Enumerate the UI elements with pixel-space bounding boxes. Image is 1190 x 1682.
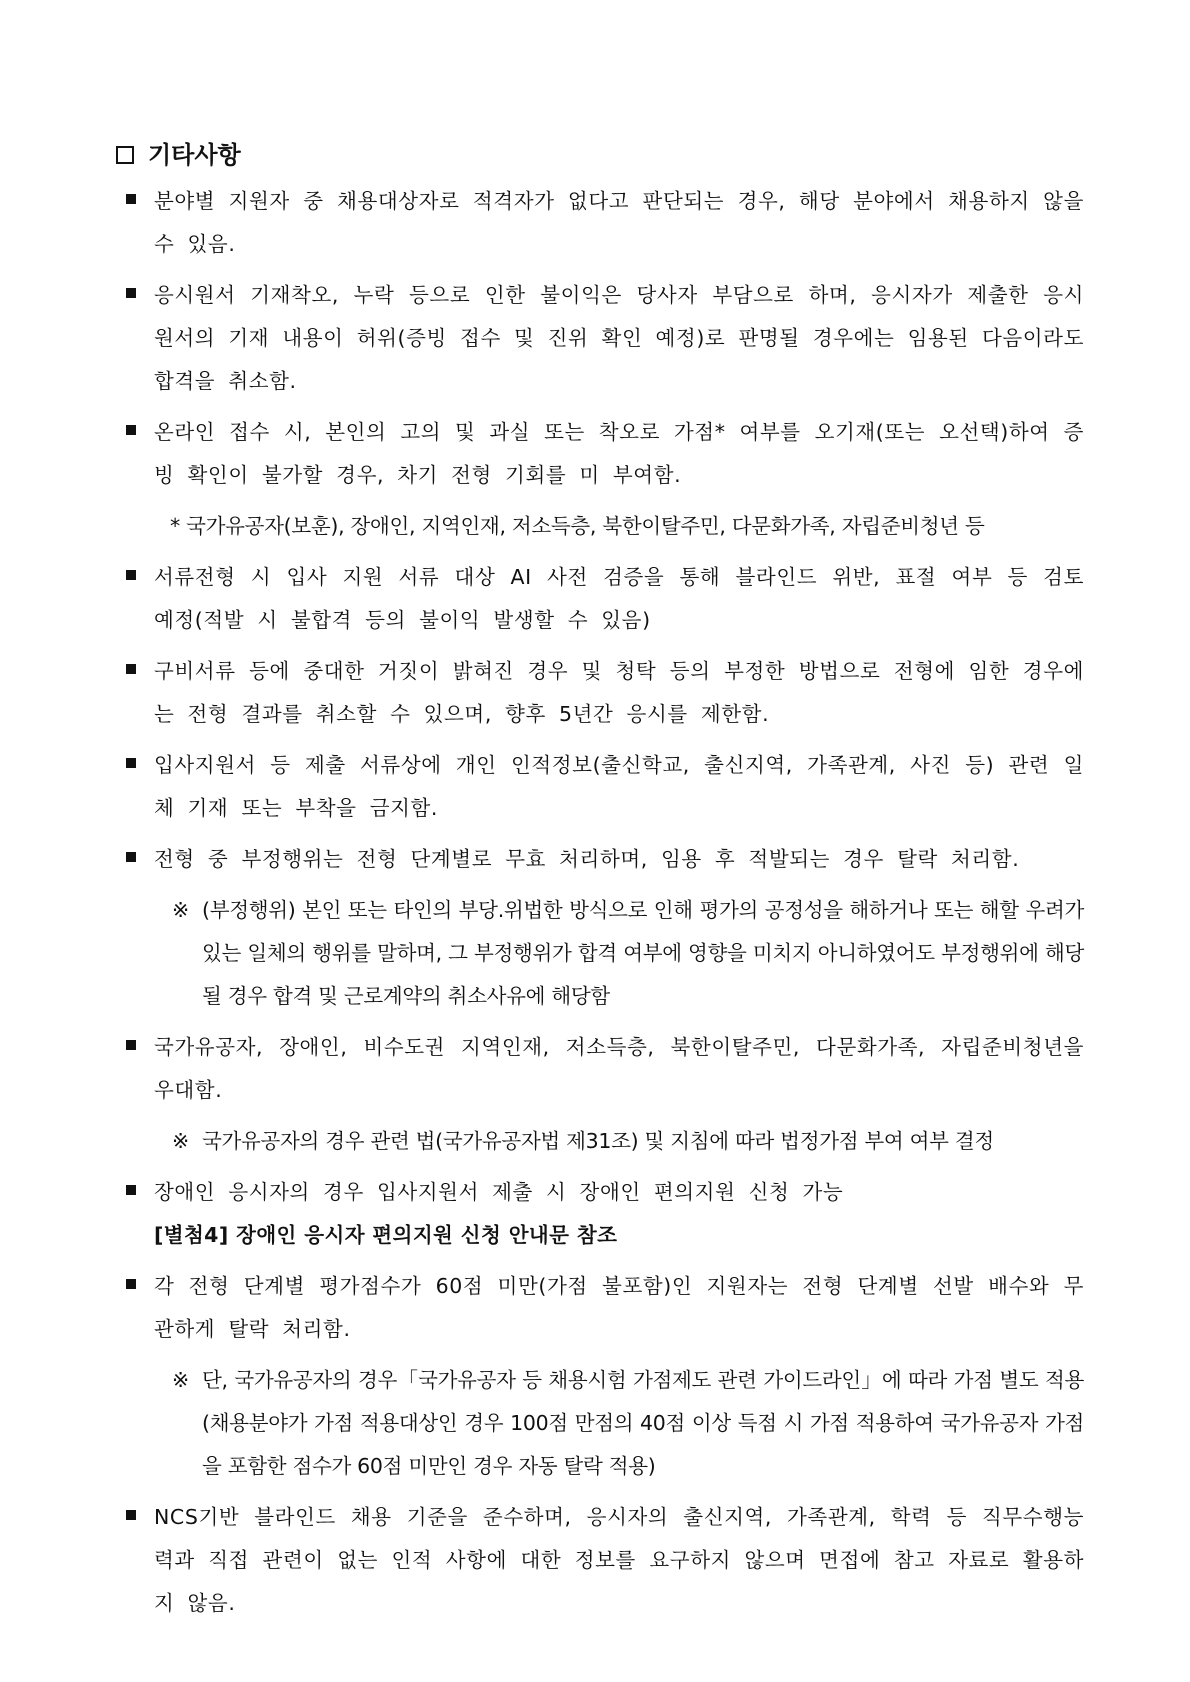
list-item-text: 장애인 응시자의 경우 입사지원서 제출 시 장애인 편의지원 신청 가능	[154, 1180, 844, 1204]
note-fraud	[124, 889, 1084, 1018]
item-list	[124, 180, 1084, 1633]
attachment-reference: [별첨4] 장애인 응시자 편의지원 신청 안내문 참조	[154, 1223, 618, 1247]
list-item	[124, 180, 1084, 266]
square-bullet-icon	[126, 288, 136, 298]
square-bullet-icon	[126, 664, 136, 674]
list-item	[124, 1171, 1084, 1214]
list-item-text: 국가유공자, 장애인, 비수도권 지역인재, 저소득층, 북한이탈주민, 다문화가족, 자립준비청년을 우대함.	[154, 1035, 1084, 1102]
footnote-star: * 국가유공자(보훈), 장애인, 지역인재, 저소득층, 북한이탈주민, 다문화가족, 자립준비청년 등	[170, 514, 985, 538]
checkbox-square-icon	[116, 146, 134, 164]
square-bullet-icon	[126, 758, 136, 768]
square-bullet-icon	[126, 1279, 136, 1289]
square-bullet-icon	[126, 1510, 136, 1520]
list-item-text: NCS기반 블라인드 채용 기준을 준수하며, 응시자의 출신지역, 가족관계, 학력 등 직무수행능력과 직접 관련이 없는 인적 사항에 대한 정보를 요구하지 않으며 면접에 참고 자료로 활용하지 않음.	[154, 1505, 1084, 1615]
square-bullet-icon	[126, 1185, 136, 1195]
note-fraud-text: (부정행위) 본인 또는 타인의 부당.위법한 방식으로 인해 평가의 공정성을 해하거나 또는 해할 우려가 있는 일체의 행위를 말하며, 그 부정행위가 합격 여부에 영향을 미치지 아니하였어도 부정행위에 해당될 경우 합격 및 근로계약의 취소사유에 해당함	[202, 898, 1084, 1008]
list-item-text: 전형 중 부정행위는 전형 단계별로 무효 처리하며, 임용 후 적발되는 경우 탈락 처리함.	[154, 847, 1020, 871]
list-item-text: 응시원서 기재착오, 누락 등으로 인한 불이익은 당사자 부담으로 하며, 응시자가 제출한 응시원서의 기재 내용이 허위(증빙 접수 및 진위 확인 예정)로 판명될 경우에는 임용된 다음이라도 합격을 취소함.	[154, 283, 1084, 393]
list-item	[124, 411, 1084, 497]
section-heading	[116, 138, 241, 172]
list-item	[124, 838, 1084, 881]
square-bullet-icon	[126, 1040, 136, 1050]
square-bullet-icon	[126, 425, 136, 435]
square-bullet-icon	[126, 852, 136, 862]
square-bullet-icon	[126, 570, 136, 580]
reference-mark-icon: ※	[172, 1368, 189, 1392]
note-veteran-guide-text: 단, 국가유공자의 경우「국가유공자 등 채용시험 가점제도 관련 가이드라인」에 따라 가점 별도 적용(채용분야가 가점 적용대상인 경우 100점 만점의 40점 이상 득점 시 가점 적용하여 국가유공자 가점을 포함한 점수가 60점 미만인 경우 자동 탈락 적용)	[202, 1368, 1084, 1478]
note-veteran-law-text: 국가유공자의 경우 관련 법(국가유공자법 제31조) 및 지침에 따라 법정가점 부여 여부 결정	[202, 1129, 994, 1153]
reference-mark-icon: ※	[172, 898, 189, 922]
list-item-text: 각 전형 단계별 평가점수가 60점 미만(가점 불포함)인 지원자는 전형 단계별 선발 배수와 무관하게 탈락 처리함.	[154, 1274, 1084, 1341]
list-item-text: 분야별 지원자 중 채용대상자로 적격자가 없다고 판단되는 경우, 해당 분야에서 채용하지 않을 수 있음.	[154, 189, 1084, 256]
list-item	[124, 650, 1084, 736]
note-veteran-law	[124, 1120, 1084, 1163]
list-item	[124, 1265, 1084, 1351]
list-item	[124, 1026, 1084, 1112]
list-item	[124, 556, 1084, 642]
section-heading-text: 기타사항	[148, 141, 241, 169]
list-item	[124, 274, 1084, 403]
square-bullet-icon	[126, 194, 136, 204]
list-item-text: 구비서류 등에 중대한 거짓이 밝혀진 경우 및 청탁 등의 부정한 방법으로 전형에 임한 경우에는 전형 결과를 취소할 수 있으며, 향후 5년간 응시를 제한함.	[154, 659, 1084, 726]
list-item	[124, 744, 1084, 830]
list-item-text: 온라인 접수 시, 본인의 고의 및 과실 또는 착오로 가점* 여부를 오기재(또는 오선택)하여 증빙 확인이 불가할 경우, 차기 전형 기회를 미 부여함.	[154, 420, 1084, 487]
list-item-text: 서류전형 시 입사 지원 서류 대상 AI 사전 검증을 통해 블라인드 위반, 표절 여부 등 검토 예정(적발 시 불합격 등의 불이익 발생할 수 있음)	[154, 565, 1084, 632]
note-veteran-guide	[124, 1359, 1084, 1488]
reference-mark-icon: ※	[172, 1129, 189, 1153]
list-item-text: 입사지원서 등 제출 서류상에 개인 인적정보(출신학교, 출신지역, 가족관계, 사진 등) 관련 일체 기재 또는 부착을 금지함.	[154, 753, 1084, 820]
list-item	[124, 1496, 1084, 1625]
